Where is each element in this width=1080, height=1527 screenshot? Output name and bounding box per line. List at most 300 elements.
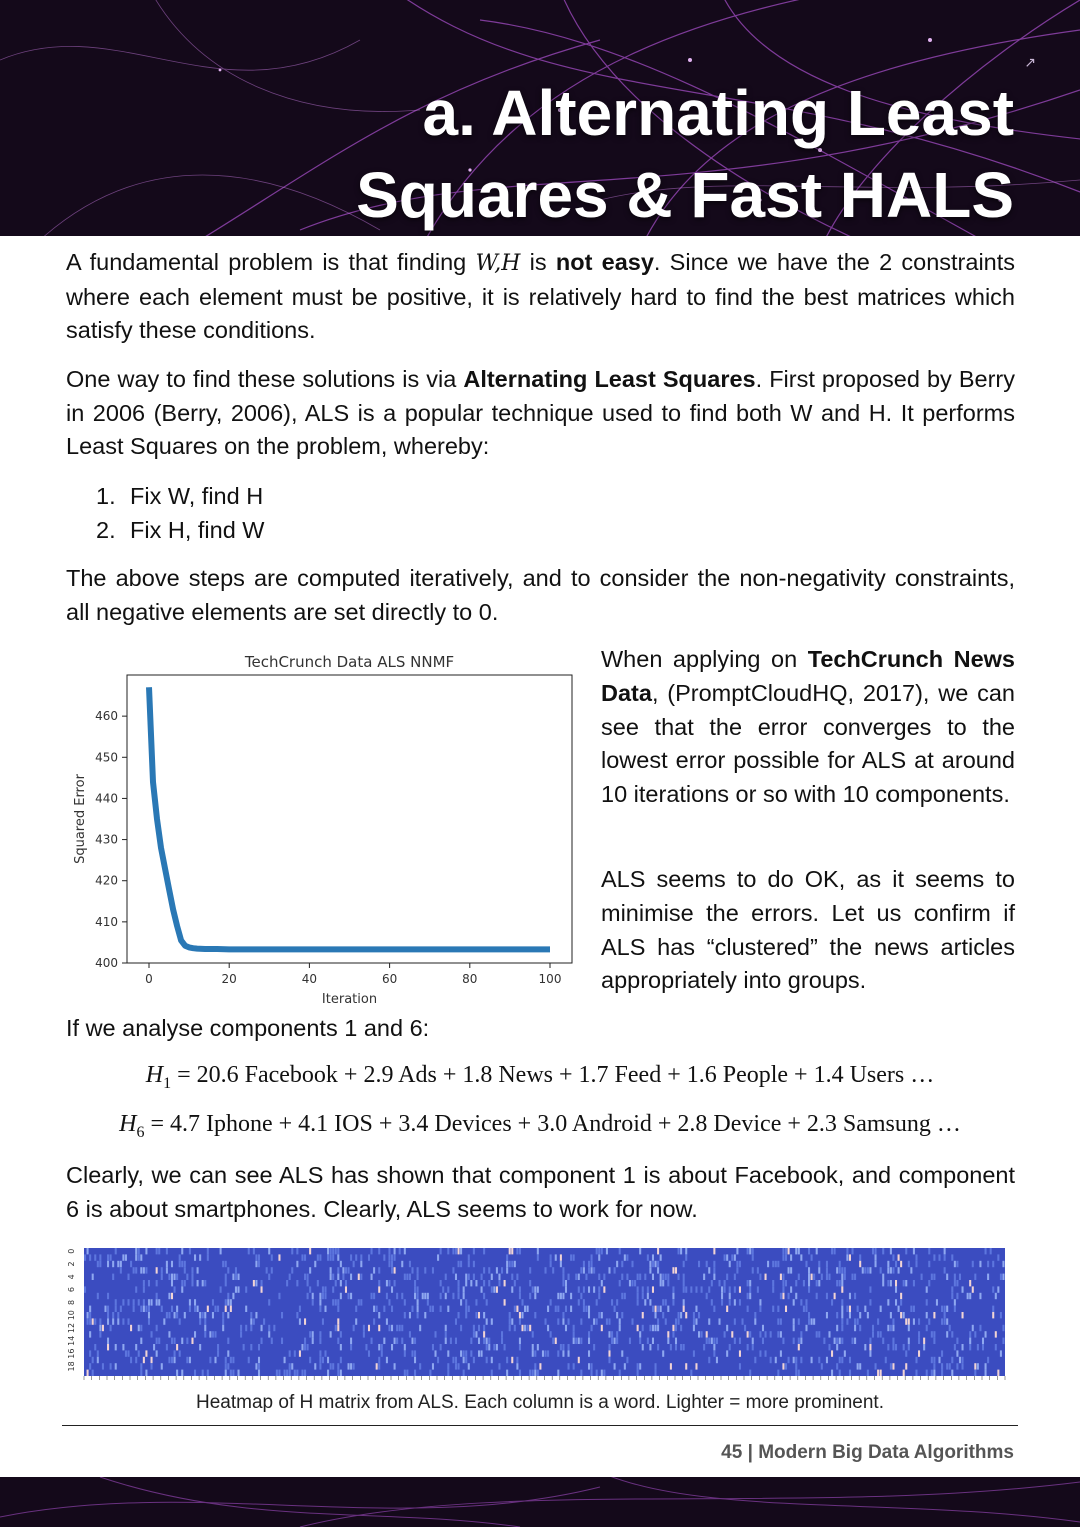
heatmap-cell	[739, 1350, 741, 1356]
heatmap-cell	[588, 1338, 590, 1344]
heatmap-row-label: 0	[67, 1248, 76, 1254]
heatmap-row-label: 16	[67, 1348, 76, 1359]
heatmap-cell	[89, 1306, 91, 1312]
heatmap-cell	[969, 1338, 971, 1344]
heatmap-cell	[447, 1306, 449, 1312]
heatmap-cell	[931, 1274, 933, 1280]
heatmap-cell	[864, 1306, 866, 1312]
heatmap-cell	[808, 1280, 810, 1286]
heatmap-cell	[823, 1338, 825, 1344]
heatmap-cell	[685, 1312, 687, 1318]
heatmap-cell	[933, 1338, 935, 1344]
heatmap-cell	[621, 1350, 623, 1356]
heatmap-cell	[790, 1254, 792, 1260]
equation-h1	[0, 1062, 1080, 1093]
heatmap-cell	[744, 1325, 746, 1331]
heatmap-cell	[739, 1299, 741, 1305]
heatmap-cell	[99, 1325, 101, 1331]
heatmap-cell	[509, 1248, 511, 1254]
heatmap-cell	[473, 1357, 475, 1363]
heatmap-cell	[555, 1254, 557, 1260]
heatmap-cell	[368, 1254, 370, 1260]
heatmap-cell	[759, 1350, 761, 1356]
heatmap-cell	[271, 1254, 273, 1260]
heatmap-cell	[777, 1331, 779, 1337]
heatmap-cell	[657, 1248, 659, 1254]
heatmap-cell	[713, 1306, 715, 1312]
heatmap-cell	[601, 1325, 603, 1331]
heatmap-cell	[962, 1344, 964, 1350]
heatmap-cell	[143, 1267, 145, 1273]
heatmap-cell	[301, 1254, 303, 1260]
heatmap-cell	[529, 1280, 531, 1286]
heatmap-cell	[918, 1318, 920, 1324]
heatmap-cell	[493, 1286, 495, 1292]
heatmap-cell	[291, 1363, 293, 1369]
heatmap-cell	[350, 1344, 352, 1350]
heatmap-cell	[772, 1306, 774, 1312]
heatmap-cell	[946, 1318, 948, 1324]
heatmap-cell	[667, 1338, 669, 1344]
eq-var: H	[145, 1062, 164, 1088]
heatmap-cell	[619, 1370, 621, 1376]
heatmap-cell	[606, 1318, 608, 1324]
heatmap-cell	[184, 1267, 186, 1273]
heatmap-cell	[255, 1280, 257, 1286]
heatmap-cell	[831, 1299, 833, 1305]
heatmap-cell	[721, 1293, 723, 1299]
heatmap-cell	[319, 1293, 321, 1299]
heatmap-cell	[87, 1318, 89, 1324]
heatmap-cell	[765, 1331, 767, 1337]
heatmap-cell	[532, 1344, 534, 1350]
heatmap-cell	[721, 1299, 723, 1305]
heatmap-cell	[992, 1306, 994, 1312]
heatmap-cell	[752, 1344, 754, 1350]
heatmap-cell	[232, 1293, 234, 1299]
heatmap-cell	[312, 1293, 314, 1299]
heatmap-cell	[946, 1331, 948, 1337]
heatmap-cell	[304, 1318, 306, 1324]
heatmap-cell	[184, 1261, 186, 1267]
heatmap-cell	[458, 1363, 460, 1369]
heatmap-cell	[869, 1267, 871, 1273]
heatmap-cell	[388, 1248, 390, 1254]
heatmap-cell	[107, 1254, 109, 1260]
heatmap-cell	[120, 1306, 122, 1312]
paragraph-iterative: The above steps are computed iteratively, and to consider the non-negativity constraints, all negative elements are set directly to 0.	[66, 565, 1015, 625]
heatmap-cell	[931, 1357, 933, 1363]
heatmap-cell	[222, 1261, 224, 1267]
heatmap-cell	[125, 1254, 127, 1260]
heatmap-cell	[967, 1293, 969, 1299]
bottom-decorative-band	[0, 1477, 1080, 1527]
heatmap-cell	[652, 1254, 654, 1260]
page-title	[356, 72, 1014, 236]
heatmap-cell	[637, 1325, 639, 1331]
heatmap-cell	[99, 1318, 101, 1324]
heatmap-cell	[519, 1293, 521, 1299]
heatmap-cell	[841, 1274, 843, 1280]
heatmap-cell	[670, 1344, 672, 1350]
heatmap-cell	[174, 1357, 176, 1363]
heatmap-cell	[675, 1325, 677, 1331]
heatmap-cell	[411, 1338, 413, 1344]
heatmap-cell	[458, 1293, 460, 1299]
heatmap-cell	[562, 1350, 564, 1356]
heatmap-cell	[350, 1274, 352, 1280]
heatmap-cell	[250, 1344, 252, 1350]
heatmap-cell	[117, 1261, 119, 1267]
heatmap-cell	[956, 1363, 958, 1369]
heatmap-cell	[307, 1274, 309, 1280]
heatmap-cell	[432, 1344, 434, 1350]
heatmap-cell	[882, 1248, 884, 1254]
heatmap-cell	[667, 1274, 669, 1280]
heatmap-cell	[340, 1293, 342, 1299]
heatmap-cell	[652, 1338, 654, 1344]
heatmap-cell	[514, 1306, 516, 1312]
heatmap-cell	[296, 1248, 298, 1254]
heatmap-cell	[427, 1299, 429, 1305]
heatmap-cell	[330, 1331, 332, 1337]
heatmap-cell	[1000, 1350, 1002, 1356]
heatmap-cell	[521, 1312, 523, 1318]
heatmap-cell	[230, 1357, 232, 1363]
heatmap-cell	[892, 1254, 894, 1260]
heatmap-cell	[662, 1274, 664, 1280]
heatmap-cell	[204, 1325, 206, 1331]
heatmap-cell	[97, 1350, 99, 1356]
heatmap-cell	[532, 1331, 534, 1337]
heatmap-cell	[849, 1254, 851, 1260]
heatmap-cell	[140, 1325, 142, 1331]
heatmap-cell	[547, 1350, 549, 1356]
eq-sub: 1	[163, 1074, 172, 1092]
heatmap-cell	[713, 1267, 715, 1273]
heatmap-cell	[808, 1312, 810, 1318]
heatmap-cell	[913, 1318, 915, 1324]
heatmap-cell	[956, 1338, 958, 1344]
heatmap-cell	[585, 1274, 587, 1280]
x-tick-label: 80	[462, 972, 478, 986]
heatmap-cell	[92, 1370, 94, 1376]
heatmap-cell	[749, 1293, 751, 1299]
heatmap-cell	[268, 1274, 270, 1280]
heatmap-cell	[104, 1306, 106, 1312]
heatmap-cell	[828, 1344, 830, 1350]
heatmap-cell	[875, 1261, 877, 1267]
heatmap-cell	[557, 1318, 559, 1324]
heatmap-cell	[859, 1312, 861, 1318]
heatmap-cell	[527, 1306, 529, 1312]
heatmap-cell	[107, 1344, 109, 1350]
heatmap-cell	[327, 1254, 329, 1260]
heatmap-cell	[890, 1312, 892, 1318]
heatmap-cell	[887, 1280, 889, 1286]
heatmap-cell	[534, 1293, 536, 1299]
heatmap-cell	[360, 1274, 362, 1280]
heatmap-cell	[808, 1248, 810, 1254]
heatmap-cell	[419, 1363, 421, 1369]
heatmap-cell	[936, 1299, 938, 1305]
heatmap-cell	[468, 1261, 470, 1267]
heatmap-cell	[417, 1274, 419, 1280]
heatmap-cell	[166, 1261, 168, 1267]
heatmap-cell	[151, 1299, 153, 1305]
heatmap-cell	[631, 1318, 633, 1324]
heatmap-cell	[161, 1306, 163, 1312]
heatmap-cell	[926, 1370, 928, 1376]
heatmap-cell	[841, 1325, 843, 1331]
heatmap-cell	[383, 1338, 385, 1344]
heatmap-cell	[808, 1318, 810, 1324]
heatmap-cell	[624, 1254, 626, 1260]
heatmap-cell	[319, 1357, 321, 1363]
heatmap-cell	[647, 1293, 649, 1299]
x-tick-label: 60	[381, 972, 398, 986]
heatmap-cell	[678, 1312, 680, 1318]
heatmap-cell	[437, 1254, 439, 1260]
heatmap-cell	[698, 1312, 700, 1318]
heatmap-cell	[232, 1370, 234, 1376]
heatmap-cell	[309, 1357, 311, 1363]
heatmap-cell	[171, 1280, 173, 1286]
heatmap-cell	[161, 1274, 163, 1280]
heatmap-cell	[214, 1357, 216, 1363]
heatmap-cell	[662, 1299, 664, 1305]
heatmap-cell	[905, 1248, 907, 1254]
heatmap-cell	[683, 1274, 685, 1280]
heatmap-cell	[782, 1363, 784, 1369]
heatmap-cell	[87, 1370, 89, 1376]
heatmap-cell	[348, 1363, 350, 1369]
heatmap-cell	[230, 1299, 232, 1305]
heatmap-cell	[355, 1254, 357, 1260]
heatmap-cell	[933, 1331, 935, 1337]
heatmap-cell	[695, 1363, 697, 1369]
heatmap-cell	[176, 1274, 178, 1280]
heatmap-cell	[846, 1306, 848, 1312]
heatmap-cell	[788, 1357, 790, 1363]
heatmap-cell	[486, 1299, 488, 1305]
heatmap-cell	[583, 1267, 585, 1273]
heatmap-cell	[519, 1318, 521, 1324]
heatmap-cell	[304, 1370, 306, 1376]
heatmap-cell	[928, 1261, 930, 1267]
y-tick-label: 460	[95, 709, 118, 724]
heatmap-cell	[388, 1299, 390, 1305]
heatmap-cell	[337, 1267, 339, 1273]
heatmap-cell	[450, 1338, 452, 1344]
heatmap-cell	[391, 1325, 393, 1331]
heatmap-cell	[754, 1318, 756, 1324]
heatmap-cell	[94, 1254, 96, 1260]
heatmap-cell	[711, 1280, 713, 1286]
heatmap-cell	[422, 1293, 424, 1299]
heatmap-cell	[458, 1261, 460, 1267]
side-text-a: When applying on	[601, 646, 808, 672]
heatmap-cell	[649, 1267, 651, 1273]
heatmap-cell	[225, 1280, 227, 1286]
heatmap-cell	[194, 1331, 196, 1337]
heatmap-cell	[140, 1370, 142, 1376]
heatmap-cell	[739, 1286, 741, 1292]
heatmap-cell	[174, 1350, 176, 1356]
heatmap-cell	[882, 1338, 884, 1344]
heatmap-cell	[726, 1274, 728, 1280]
heatmap-cell	[890, 1280, 892, 1286]
heatmap-cell	[762, 1338, 764, 1344]
heatmap-cell	[465, 1280, 467, 1286]
heatmap-cell	[913, 1306, 915, 1312]
heatmap-cell	[580, 1267, 582, 1273]
heatmap-cell	[332, 1363, 334, 1369]
heatmap-cell	[473, 1248, 475, 1254]
heatmap-cell	[230, 1306, 232, 1312]
heatmap-cell	[355, 1306, 357, 1312]
heatmap-cell	[649, 1299, 651, 1305]
heatmap-cell	[969, 1331, 971, 1337]
eq-rhs: = 20.6 Facebook + 2.9 Ads + 1.8 News + 1.7 Feed + 1.6 People + 1.4 Users …	[177, 1062, 935, 1088]
heatmap-cell	[951, 1254, 953, 1260]
heatmap-cell	[381, 1344, 383, 1350]
heatmap-cell	[204, 1312, 206, 1318]
heatmap-cell	[562, 1344, 564, 1350]
heatmap-cell	[521, 1299, 523, 1305]
heatmap-cell	[340, 1280, 342, 1286]
heatmap-cell	[706, 1331, 708, 1337]
heatmap-cell	[319, 1338, 321, 1344]
heatmap-cell	[808, 1267, 810, 1273]
heatmap-cell	[376, 1363, 378, 1369]
heatmap-cell	[411, 1306, 413, 1312]
heatmap-cell	[560, 1261, 562, 1267]
heatmap-cell	[562, 1312, 564, 1318]
heatmap-cell	[713, 1344, 715, 1350]
heatmap-cell	[657, 1325, 659, 1331]
heatmap-cell	[481, 1350, 483, 1356]
heatmap-cell	[207, 1306, 209, 1312]
heatmap-cell	[547, 1325, 549, 1331]
heatmap-cell	[455, 1363, 457, 1369]
heatmap-cell	[404, 1274, 406, 1280]
heatmap-row-label: 12	[67, 1322, 76, 1334]
heatmap-cell	[174, 1312, 176, 1318]
heatmap-cell	[166, 1267, 168, 1273]
heatmap-cell	[624, 1293, 626, 1299]
heatmap-cell	[550, 1299, 552, 1305]
heatmap-cell	[434, 1350, 436, 1356]
heatmap-cell	[537, 1248, 539, 1254]
heatmap-cell	[780, 1350, 782, 1356]
heatmap-cell	[516, 1306, 518, 1312]
heatmap-cell	[949, 1325, 951, 1331]
heatmap-cell	[969, 1344, 971, 1350]
heatmap-cell	[598, 1286, 600, 1292]
heatmap-cell	[396, 1338, 398, 1344]
heatmap-cell	[278, 1254, 280, 1260]
heatmap-cell	[887, 1344, 889, 1350]
heatmap-cell	[161, 1363, 163, 1369]
heatmap-cell	[652, 1274, 654, 1280]
heatmap-cell	[565, 1306, 567, 1312]
heatmap-cell	[892, 1344, 894, 1350]
heatmap-cell	[309, 1286, 311, 1292]
heatmap-cell	[414, 1280, 416, 1286]
heatmap-cell	[629, 1280, 631, 1286]
heatmap-cell	[578, 1357, 580, 1363]
heatmap-cell	[414, 1350, 416, 1356]
heatmap-cell	[808, 1274, 810, 1280]
heatmap-cell	[997, 1370, 999, 1376]
heatmap-cell	[793, 1299, 795, 1305]
heatmap-cell	[637, 1299, 639, 1305]
heatmap-cell	[532, 1286, 534, 1292]
heatmap-cell	[849, 1312, 851, 1318]
heatmap-cell	[304, 1254, 306, 1260]
heatmap-cell	[115, 1306, 117, 1312]
heatmap-cell	[573, 1338, 575, 1344]
heatmap-cell	[747, 1344, 749, 1350]
book-title: Modern Big Data Algorithms	[758, 1442, 1014, 1463]
heatmap-cell	[608, 1318, 610, 1324]
heatmap-cell	[394, 1363, 396, 1369]
heatmap-cell	[225, 1306, 227, 1312]
heatmap-cell	[217, 1344, 219, 1350]
heatmap-cell	[892, 1318, 894, 1324]
heatmap-cell	[250, 1318, 252, 1324]
heatmap-cell	[455, 1274, 457, 1280]
heatmap-cell	[478, 1338, 480, 1344]
heatmap-cell	[660, 1280, 662, 1286]
heatmap-cell	[524, 1306, 526, 1312]
heatmap-cell	[616, 1312, 618, 1318]
heatmap-cell	[923, 1344, 925, 1350]
heatmap-cell	[537, 1254, 539, 1260]
heatmap-cell	[417, 1306, 419, 1312]
heatmap-cell	[895, 1261, 897, 1267]
heatmap-cell	[122, 1318, 124, 1324]
heatmap-cell	[289, 1370, 291, 1376]
heatmap-cell	[716, 1338, 718, 1344]
heatmap-cell	[452, 1267, 454, 1273]
heatmap-cell	[752, 1248, 754, 1254]
heatmap-cell	[857, 1363, 859, 1369]
heatmap-cell	[115, 1363, 117, 1369]
heatmap-cell	[521, 1325, 523, 1331]
heatmap-cell	[1002, 1261, 1004, 1267]
heatmap-cell	[629, 1338, 631, 1344]
list-item	[96, 514, 264, 548]
heatmap-cell	[87, 1248, 89, 1254]
heatmap-cell	[770, 1357, 772, 1363]
heatmap-cell	[642, 1312, 644, 1318]
heatmap-cell	[509, 1325, 511, 1331]
heatmap-cell	[946, 1306, 948, 1312]
heatmap-cell	[399, 1248, 401, 1254]
heatmap-cell	[365, 1344, 367, 1350]
heatmap-cell	[752, 1267, 754, 1273]
heatmap-cell	[816, 1248, 818, 1254]
step-text: Fix W, find H	[130, 483, 264, 509]
heatmap-cell	[877, 1318, 879, 1324]
heatmap-cell	[156, 1267, 158, 1273]
heatmap-cell	[281, 1312, 283, 1318]
heatmap-cell	[465, 1299, 467, 1305]
heatmap-cell	[880, 1370, 882, 1376]
heatmap-cell	[634, 1280, 636, 1286]
